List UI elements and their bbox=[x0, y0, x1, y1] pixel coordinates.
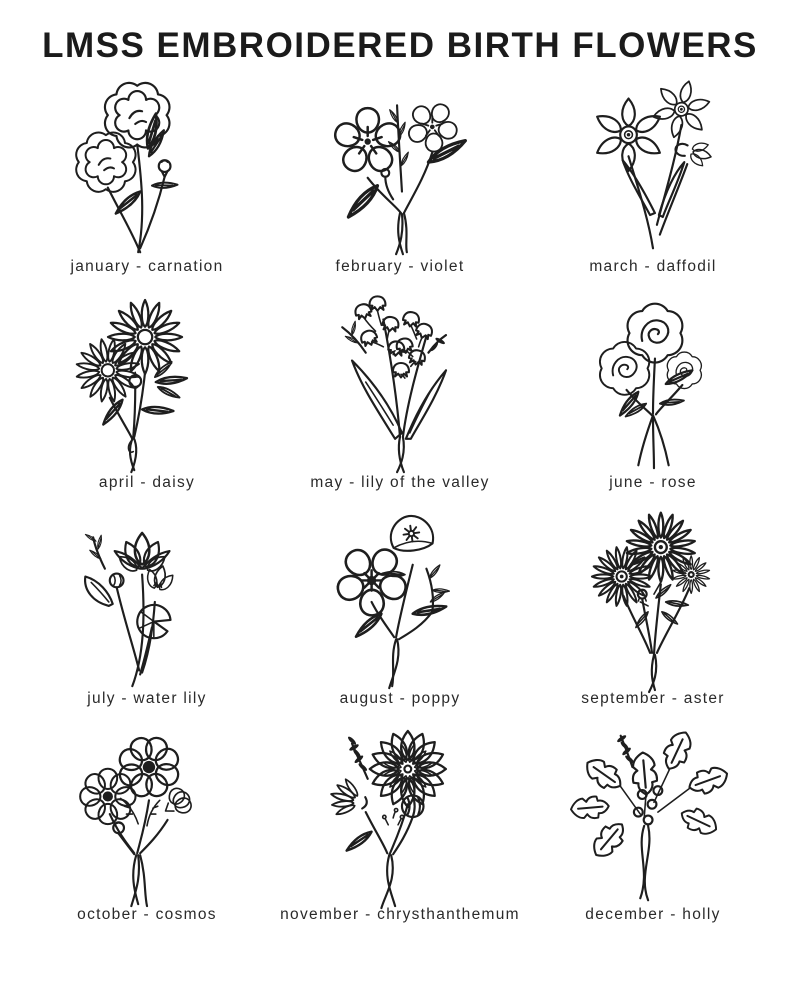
holly-illustration bbox=[560, 724, 746, 910]
cell-december-holly bbox=[527, 724, 780, 940]
caption-september: september - aster bbox=[581, 690, 725, 707]
cosmos-illustration bbox=[54, 724, 240, 910]
cell-august-poppy bbox=[274, 508, 527, 724]
cell-june-rose bbox=[527, 292, 780, 508]
cell-november-chrysanthemum bbox=[274, 724, 527, 940]
cell-october-cosmos bbox=[21, 724, 274, 940]
lily-of-the-valley-illustration bbox=[307, 292, 493, 478]
daisy-illustration bbox=[54, 292, 240, 478]
violet-illustration bbox=[307, 76, 493, 262]
daffodil-illustration bbox=[560, 76, 746, 262]
caption-april: april - daisy bbox=[98, 474, 196, 491]
caption-october: october - cosmos bbox=[77, 906, 217, 923]
caption-july: july - water lily bbox=[87, 690, 207, 707]
poster-title: LMSS EMBROIDERED BIRTH FLOWERS bbox=[42, 26, 758, 65]
caption-february: february - violet bbox=[335, 258, 465, 275]
carnation-illustration bbox=[54, 76, 240, 262]
caption-january: january - carnation bbox=[70, 258, 224, 275]
caption-november: november - chrysthanthemum bbox=[280, 906, 520, 923]
water-lily-illustration bbox=[54, 508, 240, 694]
aster-illustration bbox=[560, 508, 746, 694]
caption-august: august - poppy bbox=[339, 690, 461, 707]
chrysanthemum-illustration bbox=[307, 724, 493, 910]
cell-july-water-lily bbox=[21, 508, 274, 724]
caption-may: may - lily of the valley bbox=[310, 474, 490, 491]
cell-september-aster bbox=[527, 508, 780, 724]
cell-may-lily-of-the-valley bbox=[274, 292, 527, 508]
caption-june: june - rose bbox=[609, 474, 697, 491]
cell-april-daisy bbox=[21, 292, 274, 508]
poppy-illustration bbox=[307, 508, 493, 694]
cell-march-daffodil bbox=[527, 76, 780, 292]
cell-february-violet bbox=[274, 76, 527, 292]
cell-january-carnation bbox=[21, 76, 274, 292]
caption-december: december - holly bbox=[585, 906, 721, 923]
flower-grid bbox=[20, 76, 780, 940]
caption-march: march - daffodil bbox=[589, 258, 717, 275]
rose-illustration bbox=[560, 292, 746, 478]
